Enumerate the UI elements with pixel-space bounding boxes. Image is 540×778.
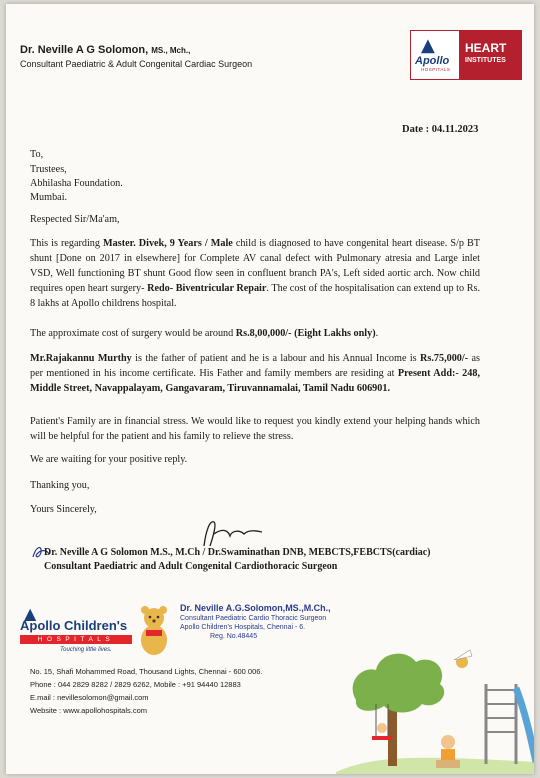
apollo-figure-icon: ▲	[24, 604, 37, 623]
thanking-line: Thanking you,	[30, 480, 90, 491]
footer-website: Website : www.apollohospitals.com	[30, 706, 147, 715]
heart-institutes-block	[459, 31, 521, 79]
apollo-figure-icon: ▲	[421, 35, 435, 56]
apollo-hospitals-logo	[415, 35, 457, 75]
annual-income: Rs.75,000/-	[420, 353, 469, 364]
footer-email: E.mail : nevillesolomon@gmail.com	[30, 693, 149, 702]
yours-sincerely: Yours Sincerely,	[30, 504, 97, 515]
father-name: Mr.Rajakannu Murthy	[30, 353, 132, 364]
logo-hospitals-bar: HOSPITALS	[20, 635, 132, 644]
salutation: Respected Sir/Ma'am,	[30, 214, 120, 225]
patient-name: Master. Divek, 9 Years / Male	[103, 238, 233, 249]
paragraph-family	[30, 351, 480, 396]
logo-institutes-word: INSTITUTES	[465, 57, 506, 64]
addressee-line-3: Mumbai.	[30, 192, 68, 203]
doctor-name-text: Dr. Neville A G Solomon,	[20, 44, 149, 56]
addressee-line-2: Abhilasha Foundation.	[30, 178, 123, 189]
stamp-line-2: Consultant Paediatric Cardio Thoracic Surgeon	[180, 615, 327, 622]
stamp-line-4: Reg. No.48445	[210, 633, 258, 640]
para1-part: This is regarding	[30, 238, 104, 249]
para3-part: is the father of patient and he is a labour and his Annual Income is	[131, 353, 421, 364]
paragraph-cost	[30, 326, 480, 341]
para3-part: as per mentioned in his income certificate. His Father and family members are residing at	[30, 353, 480, 379]
addressee-line-1: Trustees,	[30, 164, 67, 175]
teddy-bear-icon	[132, 604, 176, 660]
signatory-names: Dr. Neville A G Solomon M.S., M.Ch / Dr.Swaminathan DNB, MEBCTS,FEBCTS(cardiac)	[44, 547, 431, 558]
surgery-cost: Rs.8,00,000/- (Eight Lakhs only)	[235, 328, 376, 339]
stamp-line-3: Apollo Children's Hospitals, Chennai - 6.	[180, 624, 306, 631]
logo-heart-word: HEART	[465, 41, 507, 55]
waiting-line: We are waiting for your positive reply.	[30, 454, 188, 465]
para2-part: .	[375, 328, 379, 339]
letter-date: Date : 04.11.2023	[402, 124, 479, 135]
para1-part: . The cost of the hospitalisation can extend up to Rs. 8 lakhs at Apollo childrens hospital.	[30, 283, 480, 309]
doctor-stamp	[180, 603, 331, 641]
doctor-name	[20, 44, 190, 56]
letter-page	[6, 4, 534, 774]
footer-phone: Phone : 044 2829 8282 / 2829 6262, Mobile : +91 94440 12883	[30, 680, 241, 689]
logo-apollo-word: Apollo	[415, 55, 450, 67]
logo-childrens-name: Apollo Children's	[20, 618, 128, 633]
handwritten-signature	[196, 516, 266, 550]
signatory-title: Consultant Paediatric and Adult Congenital Cardiothoracic Surgeon	[44, 561, 338, 572]
para1-part: child is diagnosed to have congenital heart disease. S/p BT shunt [Done on 2017 in elsewhere] for Complete AV canal defect with Pulmonary atresia and Large inlet VSD, Well functioning BT shunt Good flow seen in confluent branch PA's, Left sided aortic arch. Now child requires open heart surgery-	[30, 238, 480, 294]
to-line: To,	[30, 149, 44, 160]
paragraph-request: Patient's Family are in financial stress. We would like to request you kindly extend your helping hands which will be helpful for the patient and his family to relieve the stress.	[30, 416, 480, 442]
family-address: Present Add:- 248, Middle Street, Navappalayam, Gangavaram, Tiruvannamalai, Tamil Nadu 606901.	[30, 368, 480, 394]
logo-apollo-sub: HOSPITALS	[421, 67, 451, 72]
apollo-heart-institutes-logo	[410, 30, 522, 80]
paragraph-diagnosis	[30, 236, 480, 311]
procedure-name: Redo- Biventricular Repair	[147, 283, 267, 294]
doctor-credentials: MS., Mch.,	[151, 46, 191, 55]
playground-illustration	[336, 644, 534, 774]
stamp-line-1: Dr. Neville A.G.Solomon,MS.,M.Ch.,	[180, 603, 331, 613]
footer-address: No. 15, Shafi Mohammed Road, Thousand Lights, Chennai - 600 006.	[30, 667, 263, 676]
logo-tagline: Touching little lives.	[60, 647, 112, 653]
para2-part: The approximate cost of surgery would be around	[30, 328, 236, 339]
doctor-title: Consultant Paediatric & Adult Congenital Cardiac Surgeon	[20, 59, 253, 69]
